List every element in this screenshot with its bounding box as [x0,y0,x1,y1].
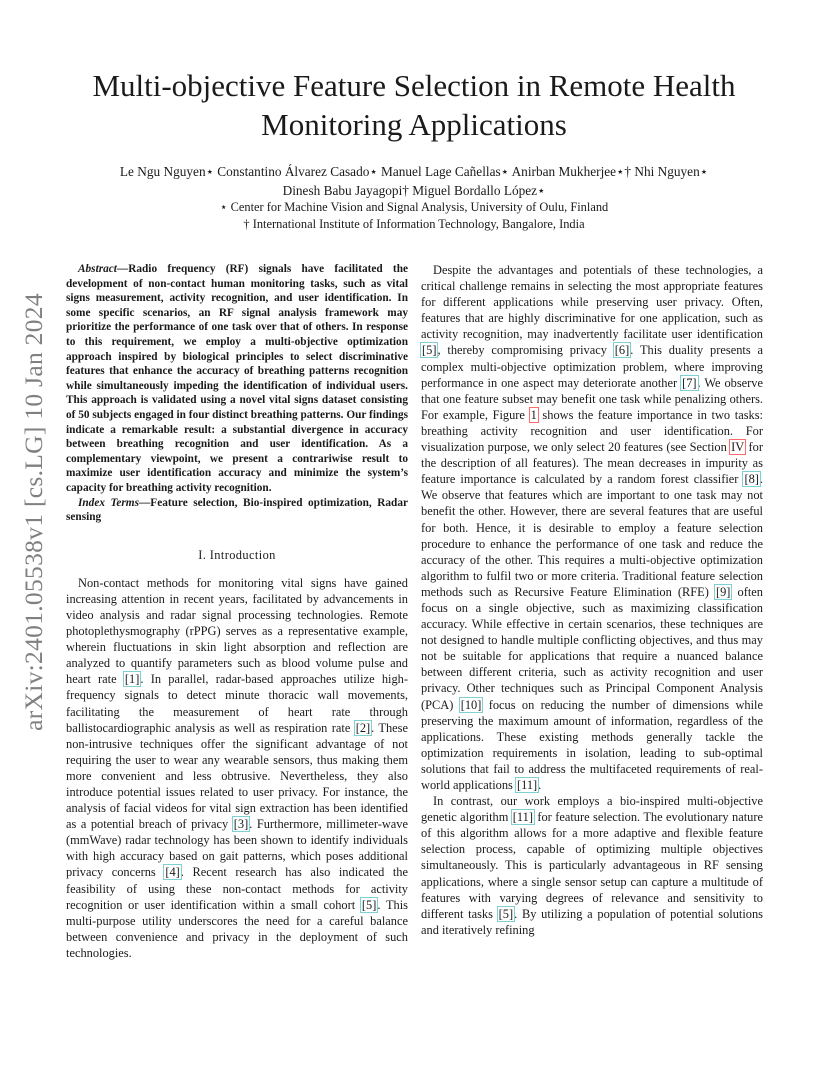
text-run: Non-contact methods for monitoring vital signs have gained increasing attention in recent years, facilitated by advancements in video analysis and radar signal processing technologies. Remote photoplethysmography (rPPG) serves as a representative example, wherein fluctuations in skin light absorption and reflection are analyzed to quantify parameters such as blood volume pulse and heart rate [66,575,408,687]
right-paragraph-2 [421,793,763,938]
author-list [40,162,788,200]
arxiv-id: arXiv:2401.05538v1 [cs.LG] 10 Jan 2024 [19,293,48,731]
text-run: for the description of all features). The mean decreases in impurity as feature importance is calculated by a random forest classifier [421,440,763,487]
text-run: . Furthermore, millimeter-wave (mmWave) radar technology has been shown to identify individuals with high accuracy based on gait patterns, which poses additional privacy concerns [66,817,408,880]
figure-ref-link[interactable]: 1 [530,407,537,422]
abstract-label: Abstract [78,263,117,275]
right-paragraph-1 [421,262,763,793]
citation-link[interactable]: [4] [165,865,180,880]
text-run: for feature selection. The evolutionary nature of this algorithm allows for a more adaptive and flexible feature selection process, capable of optimizing multiple objectives simultaneously. This is particularly advantageous in RF sensing applications, where a single sensor setup can capture a multitude of features with varying degrees of relevance and sensitivity to different tasks [421,810,763,921]
text-run: . This multi-purpose utility underscores the need for a careful balance between convenience and privacy in the deployment of such technologies. [66,897,409,960]
paper-title: Multi-objective Feature Selection in Remote Health Monitoring Applications [92,68,736,142]
affiliation-1: ⋆ Center for Machine Vision and Signal Analysis, University of Oulu, Finland [219,200,609,214]
citation-link[interactable]: [8] [744,472,759,487]
abstract-text: —Radio frequency (RF) signals have facilitated the development of non-contact human monitoring tasks, such as vital signs measurement, activity recognition, and user identification. In some specific scenarios, an RF signal analysis framework may prioritize the performance of one task over that of others. In response to this requirement, we employ a multi-objective optimization approach inspired by biological principles to select discriminative features that enhance the accuracy of breathing patterns recognition while simultaneously impeding the identification of individual users. This approach is validated using a novel vital signs dataset consisting of 50 subjects engaged in four distinct breathing patterns. Our findings indicate a remarkable result: a substantial divergence in accuracy between breathing recognition and user identification. As a complementary viewpoint, we present a contrariwise result to maximize user identification accuracy and minimize the system’s capacity for breathing activity recognition. [66,263,408,494]
text-run: . We observe that one feature subset may benefit one task while penalizing others. For example, Figure [421,375,763,422]
index-terms [66,496,408,525]
citation-link[interactable]: [9] [715,584,731,599]
authors-line-2: Dinesh Babu Jayagopi† Miguel Bordallo López⋆ [282,183,546,198]
text-run: . These non-intrusive techniques offer the significant advantage of not requiring the user to wear any wearable sensors, thus making them more convenient and less obtrusive. Nevertheless, they also introduce potential issues related to user privacy. For instance, the analysis of facial videos for vital sign extraction has been identified as a potential breach of privacy [66,720,408,832]
citation-link[interactable]: [5] [422,343,437,358]
text-run: . Recent research has also indicated the feasibility of using these non-contact methods for activity recognition or user identification within a small cohort [66,865,408,912]
citation-link[interactable]: [6] [614,343,630,358]
citation-link[interactable]: [1] [124,672,140,687]
index-terms-text: —Feature selection, Bio-inspired optimization, Radar sensing [66,496,409,524]
text-run: . This duality presents a complex multi-objective optimization problem, where improving performance in one aspect may deteriorate another [421,343,763,390]
text-run: shows the feature importance in two tasks: breathing activity recognition and user identification. For visualization purpose, we only select 20 features (see Section [421,407,763,455]
citation-link[interactable]: [5] [498,906,514,921]
intro-paragraph-1 [66,575,408,961]
citation-link[interactable]: [11] [512,810,533,825]
index-terms-label: Index Terms [78,496,139,509]
citation-link[interactable]: [10] [460,697,482,712]
citation-link[interactable]: [5] [361,897,377,912]
text-run: Despite the advantages and potentials of these technologies, a critical challenge remains in selecting the most appropriate features for different applications while preserving user privacy. Often, features that are highly discriminative for one application, such as activity recognition, may inadvertently facilitate user identification [421,263,763,342]
text-run: focus on reducing the number of dimensions while preserving the maximum amount of information, regardless of the applications. These existing methods generally tackle the optimization requirements in isolation, leading to sub-optimal solutions that fail to address the multifaceted requirements of real-world applications [421,697,763,792]
citation-link[interactable]: [3] [233,817,249,832]
text-run: In contrast, our work employs a bio-inspired multi-objective genetic algorithm [421,794,763,825]
citation-link[interactable]: [11] [516,778,538,792]
citation-link[interactable]: [2] [355,720,371,735]
text-run: . We observe that features which are important to one task may not benefit the other. However, there are several features that are useful for both. Hence, it is desirable to employ a feature selection procedure to enhance the performance of one task and reduce the accuracy of the other. This requires a multi-objective optimization algorithm to fulfil two or more criteria. Traditional feature selection methods such as Recursive Feature Elimination (RFE) [421,472,763,599]
text-run: . [538,778,542,792]
citation-link[interactable]: [7] [682,375,697,390]
arxiv-sidebar-stamp [14,292,54,732]
text-run: . By utilizing a population of potential solutions and iteratively refining [421,906,764,937]
left-column [66,262,408,961]
abstract [66,262,408,496]
affiliation-2: † International Institute of Information Technology, Bangalore, India [243,217,585,231]
affiliations [40,199,788,233]
authors-line-1: Le Ngu Nguyen⋆ Constantino Álvarez Casado⋆ Manuel Lage Cañellas⋆ Anirban Mukherjee⋆† Nhi Nguyen⋆ [119,164,709,179]
section-heading-introduction: I. Introduction [198,547,276,562]
text-run: often focus on a single objective, such as maximizing classification accuracy. While effective in certain scenarios, these techniques are not designed to handle multiple conflicting objectives, and thus may not be suitable for applications that require a nuanced balance between different criteria, such as activity recognition and user privacy. Other techniques such as Principal Component Analysis (PCA) [421,584,763,712]
text-run: , thereby compromising privacy [437,343,614,358]
text-run: . In parallel, radar-based approaches utilize high-frequency signals to detect minute thoracic wall movements, facilitating the measurement of heart rate through ballistocardiographic analysis as well as respiration rate [66,672,408,735]
right-column [421,262,763,938]
section-ref-link[interactable]: IV [731,440,745,455]
